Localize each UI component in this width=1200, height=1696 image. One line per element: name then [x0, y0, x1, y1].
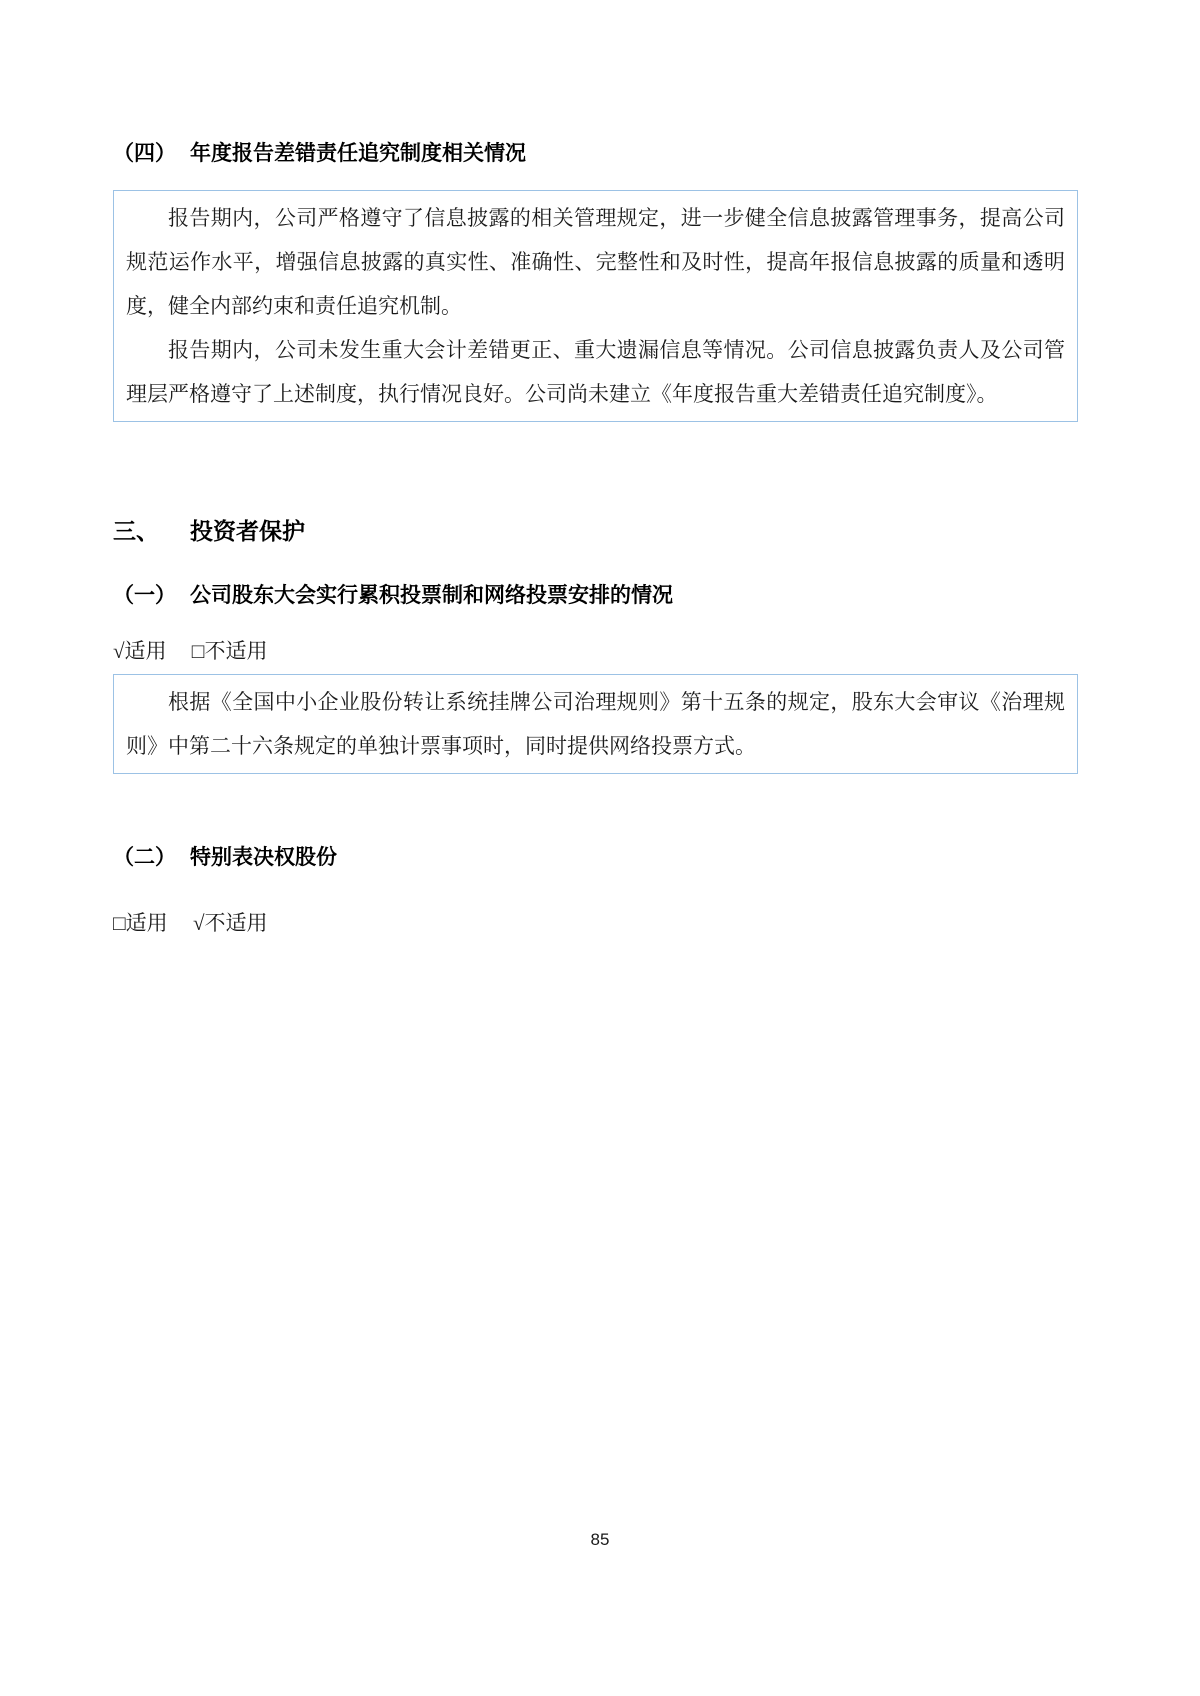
- page-footer: [0, 1530, 1200, 1550]
- page-number: 85: [590, 1530, 610, 1549]
- not-applicable-unchecked-option: □不适用: [191, 639, 268, 663]
- error-accountability-text-box: [113, 190, 1078, 422]
- applicability-line-special-voting-shares: [113, 908, 1078, 938]
- section-title: 年度报告差错责任追究制度相关情况: [190, 142, 526, 165]
- applicability-line-cumulative-voting: [113, 636, 1078, 666]
- section-heading-special-voting-shares: [113, 844, 1078, 872]
- section-title: 特别表决权股份: [190, 846, 337, 869]
- section-numbering: 三、: [113, 518, 159, 544]
- paragraph: 根据《全国中小企业股份转让系统挂牌公司治理规则》第十五条的规定，股东大会审议《治理规则》中第二十六条规定的单独计票事项时，同时提供网络投票方式。: [126, 690, 1065, 758]
- section-heading-cumulative-voting: [113, 582, 1078, 610]
- section-numbering: （一）: [113, 584, 176, 607]
- page-content: [113, 0, 1078, 938]
- paragraph: 报告期内，公司未发生重大会计差错更正、重大遗漏信息等情况。公司信息披露负责人及公司管理层严格遵守了上述制度，执行情况良好。公司尚未建立《年度报告重大差错责任追究制度》。: [126, 338, 1065, 406]
- paragraph: 报告期内，公司严格遵守了信息披露的相关管理规定，进一步健全信息披露管理事务，提高公司规范运作水平，增强信息披露的真实性、准确性、完整性和及时性，提高年报信息披露的质量和透明度，健全内部约束和责任追究机制。: [126, 206, 1065, 318]
- section-heading-investor-protection: [113, 516, 1078, 546]
- section-numbering: （四）: [113, 142, 176, 165]
- cumulative-voting-text-box: [113, 674, 1078, 774]
- applicable-unchecked-option: □适用: [113, 911, 168, 935]
- applicable-checked-option: √适用: [113, 639, 167, 663]
- not-applicable-checked-option: √不适用: [192, 911, 268, 935]
- section-numbering: （二）: [113, 846, 176, 869]
- section-heading-error-accountability: [113, 140, 1078, 168]
- section-title: 投资者保护: [190, 518, 305, 544]
- section-title: 公司股东大会实行累积投票制和网络投票安排的情况: [190, 584, 673, 607]
